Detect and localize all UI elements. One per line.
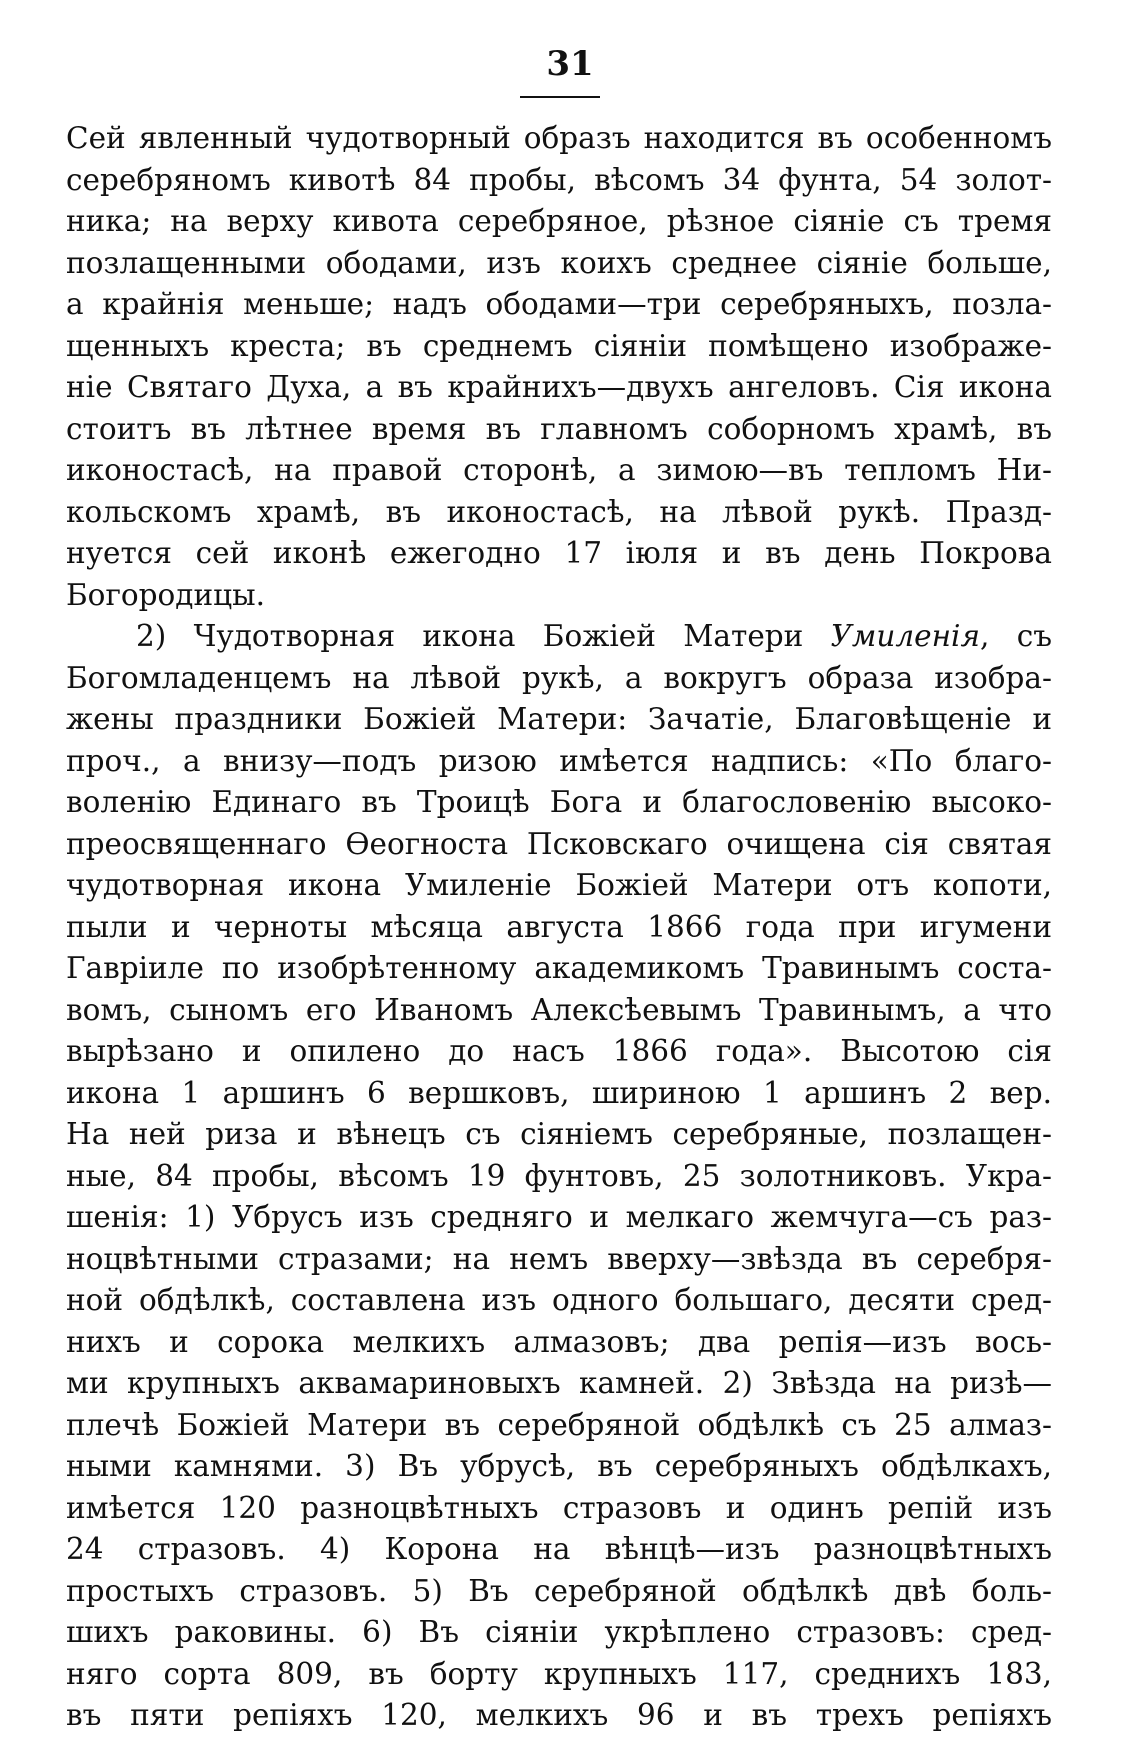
text-line: ноцвѣтными стразами; на немъ вверху—звѣзда въ серебря- [66, 1241, 1052, 1276]
text-line: шенія: 1) Убрусъ изъ средняго и мелкаго жемчуга—съ раз- [66, 1200, 1052, 1234]
text-line: плечѣ Божіей Матери въ серебряной обдѣлкѣ съ 25 алмаз- [66, 1407, 1052, 1442]
text-line: На ней риза и вѣнецъ съ сіяніемъ серебряные, позлащен- [66, 1117, 1052, 1151]
text-line-first [66, 616, 1052, 658]
page-number: 31 [546, 44, 594, 84]
body-text [66, 118, 1052, 1737]
text-line: позлащенными ободами, изъ коихъ среднее сіяніе больше, [66, 245, 1052, 280]
text-line: серебряномъ кивотѣ 84 пробы, вѣсомъ 34 фунта, 54 золот- [66, 162, 1052, 197]
text-line: ными камнями. 3) Въ убрусѣ, въ серебряныхъ обдѣлкахъ, [66, 1449, 1052, 1483]
text-line: 24 стразовъ. 4) Корона на вѣнцѣ—изъ разноцвѣтныхъ [66, 1532, 1052, 1566]
text-line: няго сорта 809, въ борту крупныхъ 117, среднихъ 183, [66, 1656, 1052, 1691]
text-line: шихъ раковины. 6) Въ сіяніи укрѣплено стразовъ: сред- [66, 1615, 1052, 1649]
text-line: ные, 84 пробы, вѣсомъ 19 фунтовъ, 25 золотниковъ. Укра- [66, 1158, 1052, 1193]
text-line: преосвященнаго Ѳеогноста Псковскаго очищена сія святая [66, 826, 1052, 861]
text-line: ніе Святаго Духа, а въ крайнихъ—двухъ ангеловъ. Сія икона [66, 370, 1052, 404]
text-line: ной обдѣлкѣ, составлена изъ одного большаго, десяти сред- [66, 1283, 1052, 1317]
text-line: нихъ и сорока мелкихъ алмазовъ; два репія—изъ вось- [66, 1324, 1052, 1359]
text-line: въ пяти репіяхъ 120, мелкихъ 96 и въ трехъ репіяхъ [66, 1698, 1052, 1732]
text-line: Богомладенцемъ на лѣвой рукѣ, а вокругъ образа изобра- [66, 660, 1052, 695]
paragraph-2 [66, 616, 1052, 1737]
text-line: чудотворная икона Умиленіе Божіей Матери отъ копоти, [66, 868, 1052, 902]
text-line: кольскомъ храмѣ, въ иконостасѣ, на лѣвой рукѣ. Празд- [66, 494, 1052, 529]
text-line: иконостасѣ, на правой сторонѣ, а зимою—въ тепломъ Ни- [66, 453, 1052, 487]
text-run: 2) Чудотворная икона Божіей Матери [136, 619, 831, 653]
text-line: ми крупныхъ аквамариновыхъ камней. 2) Звѣзда на ризѣ— [66, 1366, 1052, 1400]
text-line: нуется сей иконѣ ежегодно 17 іюля и въ день Покрова [66, 536, 1052, 570]
icon-title-italic: Умиленія [830, 619, 981, 653]
text-line: ника; на верху кивота серебряное, рѣзное сіяніе съ тремя [66, 204, 1052, 238]
text-line: вомъ, сыномъ его Иваномъ Алексѣевымъ Травинымъ, а что [66, 992, 1052, 1027]
paragraph-1 [66, 118, 1052, 616]
text-line: имѣется 120 разноцвѣтныхъ стразовъ и одинъ репій изъ [66, 1490, 1052, 1525]
text-line: Сей явленный чудотворный образъ находится въ особенномъ [66, 121, 1052, 155]
text-line: щенныхъ креста; въ среднемъ сіяніи помѣщено изображе- [66, 328, 1052, 363]
text-run: , съ [980, 619, 1052, 653]
text-line: Богородицы. [66, 577, 265, 612]
text-line: жены праздники Божіей Матери: Зачатіе, Благовѣщеніе и [66, 702, 1052, 736]
text-line: икона 1 аршинъ 6 вершковъ, шириною 1 аршинъ 2 вер. [66, 1075, 1052, 1110]
text-line: проч., а внизу—подъ ризою имѣется надпись: «По благо- [66, 743, 1052, 778]
text-line: воленію Единаго въ Троицѣ Бога и благословенію высоко- [66, 785, 1052, 819]
page-number-rule [520, 96, 600, 98]
text-line: пыли и черноты мѣсяца августа 1866 года при игумени [66, 909, 1052, 944]
text-line: простыхъ стразовъ. 5) Въ серебряной обдѣлкѣ двѣ боль- [66, 1573, 1052, 1608]
text-line: Гавріиле по изобрѣтенному академикомъ Травинымъ соста- [66, 951, 1052, 985]
text-line: а крайнія меньше; надъ ободами—три серебряныхъ, позла- [66, 287, 1052, 321]
text-line: стоитъ въ лѣтнее время въ главномъ соборномъ храмѣ, въ [66, 411, 1052, 446]
text-line: вырѣзано и опилено до насъ 1866 года». Высотою сія [66, 1034, 1052, 1068]
